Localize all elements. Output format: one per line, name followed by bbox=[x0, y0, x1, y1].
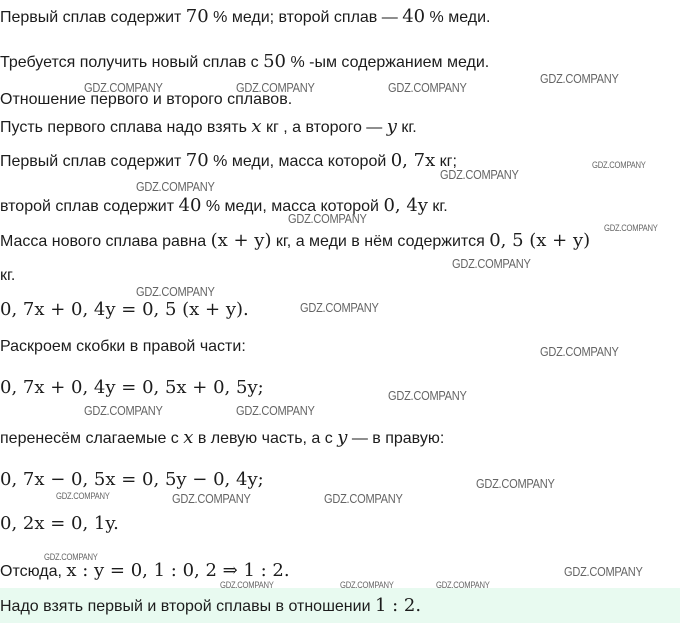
answer-line bbox=[0, 595, 421, 618]
watermark: GDZ.COMPANY bbox=[220, 580, 274, 590]
line-5 bbox=[0, 150, 457, 173]
math: 0, 2x = 0, 1y. bbox=[0, 513, 119, 534]
math: 0, 4y bbox=[383, 195, 428, 216]
answer-box bbox=[0, 588, 680, 623]
watermark: GDZ.COMPANY bbox=[388, 80, 467, 95]
line-7 bbox=[0, 230, 590, 253]
watermark: GDZ.COMPANY bbox=[44, 552, 98, 562]
watermark: GDZ.COMPANY bbox=[452, 256, 531, 271]
math: x bbox=[183, 427, 194, 448]
math: y bbox=[337, 427, 348, 448]
line-2 bbox=[0, 51, 489, 74]
math: 0, 7x + 0, 4y = 0, 5 (x + y). bbox=[0, 299, 249, 320]
watermark: GDZ.COMPANY bbox=[288, 211, 367, 226]
watermark: GDZ.COMPANY bbox=[540, 344, 619, 359]
math: 0, 7x bbox=[390, 150, 436, 171]
line-10 bbox=[0, 336, 246, 358]
watermark: GDZ.COMPANY bbox=[236, 403, 315, 418]
line-14 bbox=[0, 513, 119, 536]
math: 70 bbox=[185, 150, 209, 171]
line-1 bbox=[0, 6, 491, 29]
watermark: GDZ.COMPANY bbox=[56, 491, 110, 501]
math: 40 bbox=[402, 6, 426, 27]
watermark: GDZ.COMPANY bbox=[172, 491, 251, 506]
text: кг , а второго — bbox=[261, 119, 387, 136]
watermark: GDZ.COMPANY bbox=[604, 223, 658, 233]
line-9 bbox=[0, 299, 249, 322]
watermark: GDZ.COMPANY bbox=[300, 300, 379, 315]
text: кг; bbox=[435, 153, 457, 170]
line-13 bbox=[0, 469, 264, 492]
text: Надо взять первый и второй сплавы в отношении bbox=[0, 598, 375, 615]
watermark: GDZ.COMPANY bbox=[84, 80, 163, 95]
watermark: GDZ.COMPANY bbox=[476, 476, 555, 491]
watermark: GDZ.COMPANY bbox=[340, 580, 394, 590]
text: % меди. bbox=[425, 9, 491, 26]
watermark: GDZ.COMPANY bbox=[388, 388, 467, 403]
text: % меди, масса которой bbox=[208, 153, 391, 170]
text: — в правую: bbox=[347, 430, 445, 447]
math: 40 bbox=[178, 195, 202, 216]
text: Пусть первого сплава надо взять bbox=[0, 119, 252, 136]
watermark: GDZ.COMPANY bbox=[436, 580, 490, 590]
watermark: GDZ.COMPANY bbox=[324, 491, 403, 506]
watermark: GDZ.COMPANY bbox=[540, 71, 619, 86]
text: кг. bbox=[427, 198, 448, 215]
math: 50 bbox=[263, 51, 286, 72]
math: 0, 7x − 0, 5x = 0, 5y − 0, 4y; bbox=[0, 469, 264, 490]
text: Первый сплав содержит bbox=[0, 9, 186, 26]
watermark: GDZ.COMPANY bbox=[236, 80, 315, 95]
math: x bbox=[251, 116, 262, 137]
watermark: GDZ.COMPANY bbox=[84, 403, 163, 418]
text: кг. bbox=[0, 267, 16, 284]
watermark: GDZ.COMPANY bbox=[564, 564, 643, 579]
text: Первый сплав содержит bbox=[0, 153, 186, 170]
watermark: GDZ.COMPANY bbox=[136, 284, 215, 299]
text: % меди, масса которой bbox=[201, 198, 384, 215]
line-8 bbox=[0, 265, 15, 287]
text: перенесём слагаемые с bbox=[0, 430, 184, 447]
text: Требуется получить новый сплав с bbox=[0, 54, 264, 71]
watermark: GDZ.COMPANY bbox=[136, 179, 215, 194]
text: Отношение первого и второго сплавов. bbox=[0, 91, 293, 108]
math: 0, 5 (x + y) bbox=[489, 230, 591, 251]
math: 1 : 2. bbox=[374, 595, 422, 616]
text: Раскроем скобки в правой части: bbox=[0, 338, 246, 355]
math: 70 bbox=[185, 6, 209, 27]
math: x : y = 0, 1 : 0, 2 ⇒ 1 : 2. bbox=[66, 560, 290, 581]
text: Масса нового сплава равна bbox=[0, 233, 211, 250]
math: 0, 7x + 0, 4y = 0, 5x + 0, 5y; bbox=[0, 377, 264, 398]
math: (x + y) bbox=[210, 230, 272, 251]
text: в левую часть, а с bbox=[193, 430, 338, 447]
text: второй сплав содержит bbox=[0, 198, 179, 215]
text: кг. bbox=[396, 119, 417, 136]
text: Отсюда, bbox=[0, 563, 67, 580]
math: y bbox=[386, 116, 397, 137]
line-6 bbox=[0, 195, 448, 218]
line-4 bbox=[0, 116, 417, 139]
text: % -ым содержанием меди. bbox=[286, 54, 490, 71]
text: % меди; второй сплав — bbox=[208, 9, 403, 26]
watermark: GDZ.COMPANY bbox=[440, 167, 519, 182]
line-12 bbox=[0, 427, 444, 450]
text: кг, а меди в нём содержится bbox=[271, 233, 490, 250]
watermark: GDZ.COMPANY bbox=[592, 160, 646, 170]
line-11 bbox=[0, 377, 264, 400]
